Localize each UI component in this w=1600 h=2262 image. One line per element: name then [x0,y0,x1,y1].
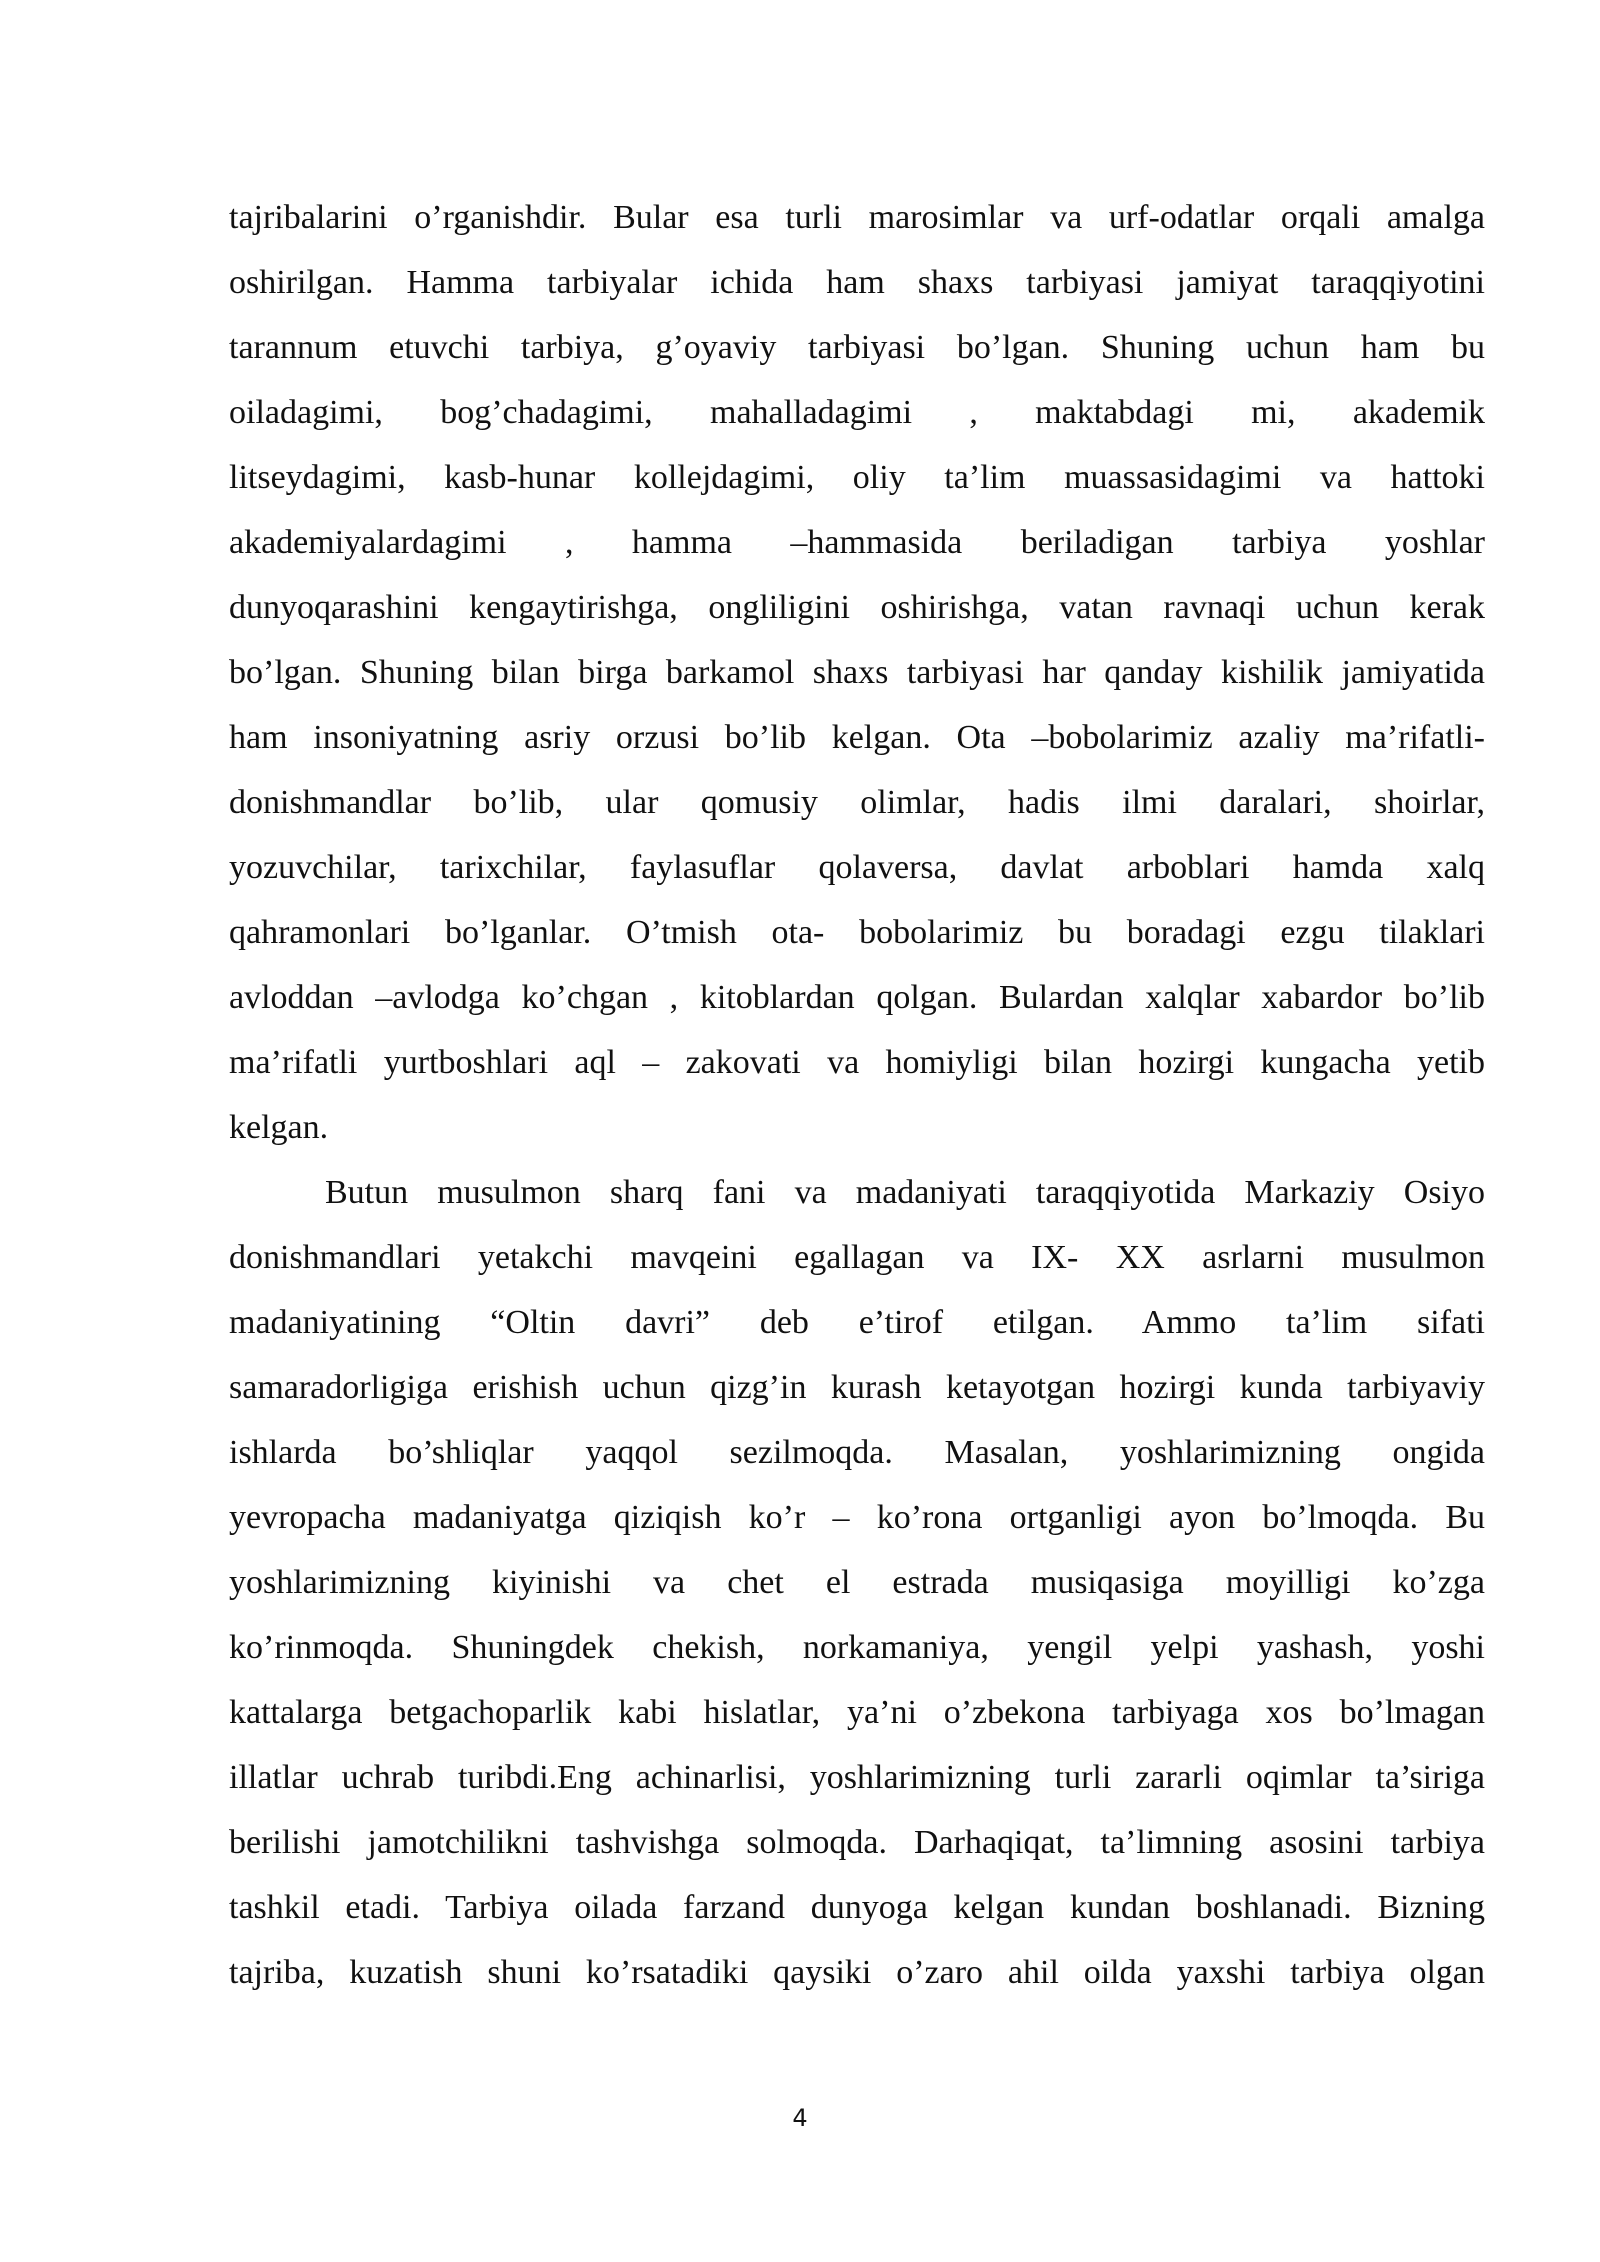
text-line: yoshlarimizning kiyinishi va chet el estrada musiqasiga moyilligi ko’zga [229,1564,1485,1601]
paragraph-2 [229,1165,1485,2010]
text-line: donishmandlar bo’lib, ular qomusiy olimlar, hadis ilmi daralari, shoirlar, [229,784,1485,821]
text-line: Butun musulmon sharq fani va madaniyati taraqqiyotida Markaziy Osiyo [325,1174,1485,1211]
text-line: yozuvchilar, tarixchilar, faylasuflar qolaversa, davlat arboblari hamda xalq [229,849,1485,886]
text-line: tajriba, kuzatish shuni ko’rsatadiki qaysiki o’zaro ahil oilda yaxshi tarbiya olgan [229,1954,1485,1991]
text-line: oshirilgan. Hamma tarbiyalar ichida ham shaxs tarbiyasi jamiyat taraqqiyotini [229,264,1485,301]
text-line: ishlarda bo’shliqlar yaqqol sezilmoqda. Masalan, yoshlarimizning ongida [229,1434,1485,1471]
text-line: qahramonlari bo’lganlar. O’tmish ota- bobolarimiz bu boradagi ezgu tilaklari [229,914,1485,951]
text-line: madaniyatining “Oltin davri” deb e’tirof etilgan. Ammo ta’lim sifati [229,1304,1485,1341]
text-line: ko’rinmoqda. Shuningdek chekish, norkamaniya, yengil yelpi yashash, yoshi [229,1629,1485,1666]
text-line: oiladagimi, bog’chadagimi, mahalladagimi , maktabdagi mi, akademik [229,394,1485,431]
text-line: avloddan –avlodga ko’chgan , kitoblardan qolgan. Bulardan xalqlar xabardor bo’lib [229,979,1485,1016]
text-line: bo’lgan. Shuning bilan birga barkamol shaxs tarbiyasi har qanday kishilik jamiyatida [229,654,1485,691]
text-line: donishmandlari yetakchi mavqeini egallagan va IX- XX asrlarni musulmon [229,1239,1485,1276]
text-line: ma’rifatli yurtboshlari aql – zakovati va homiyligi bilan hozirgi kungacha yetib [229,1044,1485,1081]
text-line: kattalarga betgachoparlik kabi hislatlar, ya’ni o’zbekona tarbiyaga xos bo’lmagan [229,1694,1485,1731]
text-line: yevropacha madaniyatga qiziqish ko’r – ko’rona ortganligi ayon bo’lmoqda. Bu [229,1499,1485,1536]
text-line: samaradorligiga erishish uchun qizg’in kurash ketayotgan hozirgi kunda tarbiyaviy [229,1369,1485,1406]
text-line: ham insoniyatning asriy orzusi bo’lib kelgan. Ota –bobolarimiz azaliy ma’rifatli- [229,719,1485,756]
text-line: akademiyalardagimi , hamma –hammasida beriladigan tarbiya yoshlar [229,524,1485,561]
page-number: 4 [792,2104,808,2132]
text-line: dunyoqarashini kengaytirishga, ongliligini oshirishga, vatan ravnaqi uchun kerak [229,589,1485,626]
text-line: illatlar uchrab turibdi.Eng achinarlisi, yoshlarimizning turli zararli oqimlar ta’siriga [229,1759,1485,1796]
text-line: tajribalarini o’rganishdir. Bular esa turli marosimlar va urf-odatlar orqali amalga [229,199,1485,236]
text-line: litseydagimi, kasb-hunar kollejdagimi, oliy ta’lim muassasidagimi va hattoki [229,459,1485,496]
paragraph-1 [229,190,1485,1165]
body-text [229,190,1485,2010]
text-line: tarannum etuvchi tarbiya, g’oyaviy tarbiyasi bo’lgan. Shuning uchun ham bu [229,329,1485,366]
text-line: berilishi jamotchilikni tashvishga solmoqda. Darhaqiqat, ta’limning asosini tarbiya [229,1824,1485,1861]
text-line: kelgan. [229,1109,329,1146]
text-line: tashkil etadi. Tarbiya oilada farzand dunyoga kelgan kundan boshlanadi. Bizning [229,1889,1485,1926]
